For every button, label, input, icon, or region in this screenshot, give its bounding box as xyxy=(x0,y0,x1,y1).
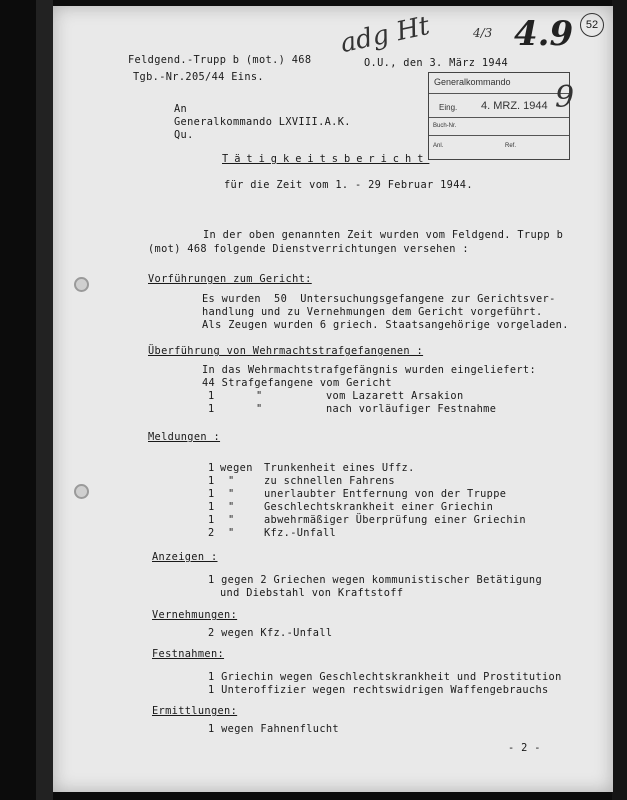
film-edge-right xyxy=(612,0,627,800)
page-circle-number: 52 xyxy=(580,13,604,37)
address-an: An xyxy=(174,103,188,115)
meldung-count: 1 xyxy=(208,475,215,487)
anzeigen-line-1: 1 gegen 2 Griechen wegen kommunistischer Betätigung xyxy=(208,574,543,586)
meldung-ditto: " xyxy=(228,527,235,539)
page-number: - 2 - xyxy=(508,742,541,754)
intro-line-1: In der oben genannten Zeit wurden vom Feldgend. Trupp b xyxy=(203,229,564,241)
vorfuehrungen-line-1: Es wurden 50 Untersuchungsgefangene zur Gerichtsver- xyxy=(202,293,556,305)
meldung-text: Trunkenheit eines Uffz. xyxy=(264,462,415,474)
ueberfuehrung-line-4-count: 1 xyxy=(208,403,215,415)
vernehmungen-line-1: 2 wegen Kfz.-Unfall xyxy=(208,627,333,639)
meldung-text: Kfz.-Unfall xyxy=(264,527,337,539)
ueberfuehrung-line-4-ditto: " xyxy=(256,403,263,415)
meldung-text: zu schnellen Fahrens xyxy=(264,475,395,487)
unit-name: Feldgend.-Trupp b (mot.) 468 xyxy=(128,54,312,66)
meldung-ditto: wegen xyxy=(220,462,253,474)
handwritten-fraction: 4/3 xyxy=(473,26,493,40)
stamp-title: Generalkommando xyxy=(434,77,511,87)
ueberfuehrung-line-3-count: 1 xyxy=(208,390,215,402)
handwritten-signature: adg Ht xyxy=(337,10,433,60)
meldung-count: 1 xyxy=(208,501,215,513)
meldung-count: 1 xyxy=(208,488,215,500)
meldung-count: 2 xyxy=(208,527,215,539)
stamp-ref-label: Ref. xyxy=(505,143,517,149)
stamp-eing-label: Eing. xyxy=(439,103,458,112)
ueberfuehrung-line-2: 44 Strafgefangene vom Gericht xyxy=(202,377,392,389)
intro-line-2: (mot) 468 folgende Dienstverrichtungen versehen : xyxy=(148,243,469,255)
journal-number: Tgb.-Nr.205/44 Eins. xyxy=(133,71,264,83)
punch-hole-bottom xyxy=(74,484,89,499)
ermittlungen-line-1: 1 wegen Fahnenflucht xyxy=(208,723,339,735)
ueberfuehrung-line-1: In das Wehrmachtstrafgefängnis wurden eingeliefert: xyxy=(202,364,537,376)
festnahmen-line-2: 1 Unteroffizier wegen rechtswidrigen Waffengebrauchs xyxy=(208,684,549,696)
section-festnahmen-heading: Festnahmen: xyxy=(152,648,225,660)
section-vernehmungen-heading: Vernehmungen: xyxy=(152,609,238,621)
stamp-buch-label: Buch-Nr. xyxy=(433,123,457,129)
section-ueberfuehrung-heading: Überführung von Wehrmachtstrafgefangenen : xyxy=(148,345,424,357)
stamp-anl-label: Anl. xyxy=(433,143,444,149)
section-meldungen-heading: Meldungen : xyxy=(148,431,221,443)
ueberfuehrung-line-4-text: nach vorläufiger Festnahme xyxy=(326,403,497,415)
place-date: O.U., den 3. März 1944 xyxy=(364,57,509,69)
vorfuehrungen-line-3: Als Zeugen wurden 6 griech. Staatsangehörige vorgeladen. xyxy=(202,319,569,331)
meldung-ditto: " xyxy=(228,514,235,526)
meldung-ditto: " xyxy=(228,475,235,487)
stamp-handwritten-mark: 9 xyxy=(555,80,575,115)
ueberfuehrung-line-3-text: vom Lazarett Arsakion xyxy=(326,390,464,402)
meldung-count: 1 xyxy=(208,514,215,526)
handwritten-number: 4.9 xyxy=(514,14,574,54)
film-edge-left xyxy=(36,0,53,800)
festnahmen-line-1: 1 Griechin wegen Geschlechtskrankheit und Prostitution xyxy=(208,671,562,683)
meldung-ditto: " xyxy=(228,488,235,500)
report-period: für die Zeit vom 1. - 29 Februar 1944. xyxy=(224,179,473,191)
address-recipient: Generalkommando LXVIII.A.K. xyxy=(174,116,351,128)
anzeigen-line-2: und Diebstahl von Kraftstoff xyxy=(220,587,404,599)
section-ermittlungen-heading: Ermittlungen: xyxy=(152,705,238,717)
ueberfuehrung-line-3-ditto: " xyxy=(256,390,263,402)
vorfuehrungen-line-2: handlung und zu Vernehmungen dem Gericht vorgeführt. xyxy=(202,306,543,318)
meldung-text: Geschlechtskrankheit einer Griechin xyxy=(264,501,494,513)
punch-hole-top xyxy=(74,277,89,292)
section-vorfuehrungen-heading: Vorführungen zum Gericht: xyxy=(148,273,312,285)
meldung-count: 1 xyxy=(208,462,215,474)
stamp-date: 4. MRZ. 1944 xyxy=(481,100,548,112)
meldung-text: unerlaubter Entfernung von der Truppe xyxy=(264,488,507,500)
meldung-text: abwehrmäßiger Überprüfung einer Griechin xyxy=(264,514,526,526)
meldung-ditto: " xyxy=(228,501,235,513)
report-title: Tätigkeitsbericht xyxy=(222,153,430,165)
receipt-stamp xyxy=(428,72,570,160)
address-qu: Qu. xyxy=(174,129,194,141)
section-anzeigen-heading: Anzeigen : xyxy=(152,551,218,563)
